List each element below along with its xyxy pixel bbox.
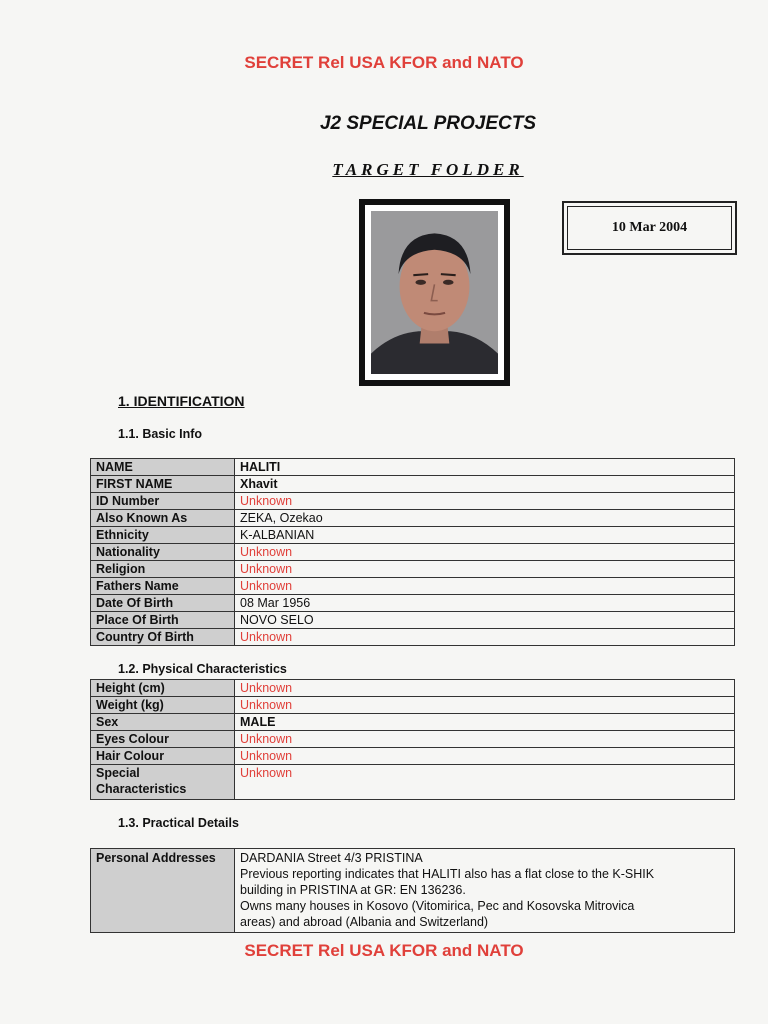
row-label: Eyes Colour <box>91 731 235 748</box>
table-row <box>91 476 735 493</box>
subsection-heading-physical: 1.2. Physical Characteristics <box>118 662 287 676</box>
basic-info-rows <box>91 459 735 646</box>
row-value: Unknown <box>235 680 735 697</box>
row-label: Hair Colour <box>91 748 235 765</box>
table-row <box>91 680 735 697</box>
practical-details-table <box>90 848 735 933</box>
personal-addresses-value <box>235 849 735 933</box>
row-label: FIRST NAME <box>91 476 235 493</box>
physical-characteristics-table <box>90 679 735 800</box>
row-label: NAME <box>91 459 235 476</box>
table-row <box>91 595 735 612</box>
row-value: NOVO SELO <box>235 612 735 629</box>
row-label: Special Characteristics <box>91 765 235 800</box>
document-title: J2 SPECIAL PROJECTS <box>319 113 537 134</box>
row-label: Fathers Name <box>91 578 235 595</box>
address-line: DARDANIA Street 4/3 PRISTINA <box>240 851 423 865</box>
table-row <box>91 714 735 731</box>
portrait-photo-frame <box>359 199 510 386</box>
row-value: MALE <box>235 714 735 731</box>
row-label: Place Of Birth <box>91 612 235 629</box>
section-heading-identification: 1. IDENTIFICATION <box>118 393 245 409</box>
row-label: Also Known As <box>91 510 235 527</box>
row-label: Sex <box>91 714 235 731</box>
subsection-heading-basic-info: 1.1. Basic Info <box>118 427 203 441</box>
row-label: Personal Addresses <box>91 849 235 933</box>
row-value: Unknown <box>235 544 735 561</box>
table-row <box>91 493 735 510</box>
document-date: 10 Mar 2004 <box>567 206 732 250</box>
row-value: Unknown <box>235 697 735 714</box>
row-label: Height (cm) <box>91 680 235 697</box>
table-row <box>91 748 735 765</box>
row-label: Religion <box>91 561 235 578</box>
table-row <box>91 765 735 800</box>
row-value: Unknown <box>235 629 735 646</box>
date-box <box>562 201 737 255</box>
portrait-photo-image <box>371 211 498 374</box>
address-line: areas) and abroad (Albania and Switzerland) <box>240 915 489 929</box>
table-row <box>91 510 735 527</box>
classification-header: SECRET Rel USA KFOR and NATO <box>244 53 524 72</box>
address-line: Owns many houses in Kosovo (Vitomirica, Pec and Kosovska Mitrovica <box>240 899 635 913</box>
table-row <box>91 578 735 595</box>
row-label: Ethnicity <box>91 527 235 544</box>
table-row <box>91 849 735 933</box>
row-label: ID Number <box>91 493 235 510</box>
row-label: Weight (kg) <box>91 697 235 714</box>
row-value: 08 Mar 1956 <box>235 595 735 612</box>
basic-info-table <box>90 458 735 646</box>
table-row <box>91 612 735 629</box>
row-value: HALITI <box>235 459 735 476</box>
row-value: ZEKA, Ozekao <box>235 510 735 527</box>
row-label: Nationality <box>91 544 235 561</box>
subsection-heading-practical: 1.3. Practical Details <box>118 816 239 830</box>
physical-rows <box>91 680 735 800</box>
table-row <box>91 527 735 544</box>
row-label: Country Of Birth <box>91 629 235 646</box>
row-value: Unknown <box>235 561 735 578</box>
table-row <box>91 731 735 748</box>
table-row <box>91 561 735 578</box>
row-value: Xhavit <box>235 476 735 493</box>
address-line: building in PRISTINA at GR: EN 136236. <box>240 883 466 897</box>
portrait-photo <box>365 205 504 380</box>
row-value: Unknown <box>235 748 735 765</box>
row-label: Date Of Birth <box>91 595 235 612</box>
address-line: Previous reporting indicates that HALITI also has a flat close to the K-SHIK <box>240 867 655 881</box>
row-value: Unknown <box>235 731 735 748</box>
document-subtitle: TARGET FOLDER <box>332 160 524 179</box>
table-row <box>91 544 735 561</box>
table-row <box>91 459 735 476</box>
classification-footer: SECRET Rel USA KFOR and NATO <box>244 941 524 960</box>
row-value: Unknown <box>235 578 735 595</box>
row-value: Unknown <box>235 493 735 510</box>
table-row <box>91 629 735 646</box>
row-value: K-ALBANIAN <box>235 527 735 544</box>
table-row <box>91 697 735 714</box>
row-value: Unknown <box>235 765 735 800</box>
